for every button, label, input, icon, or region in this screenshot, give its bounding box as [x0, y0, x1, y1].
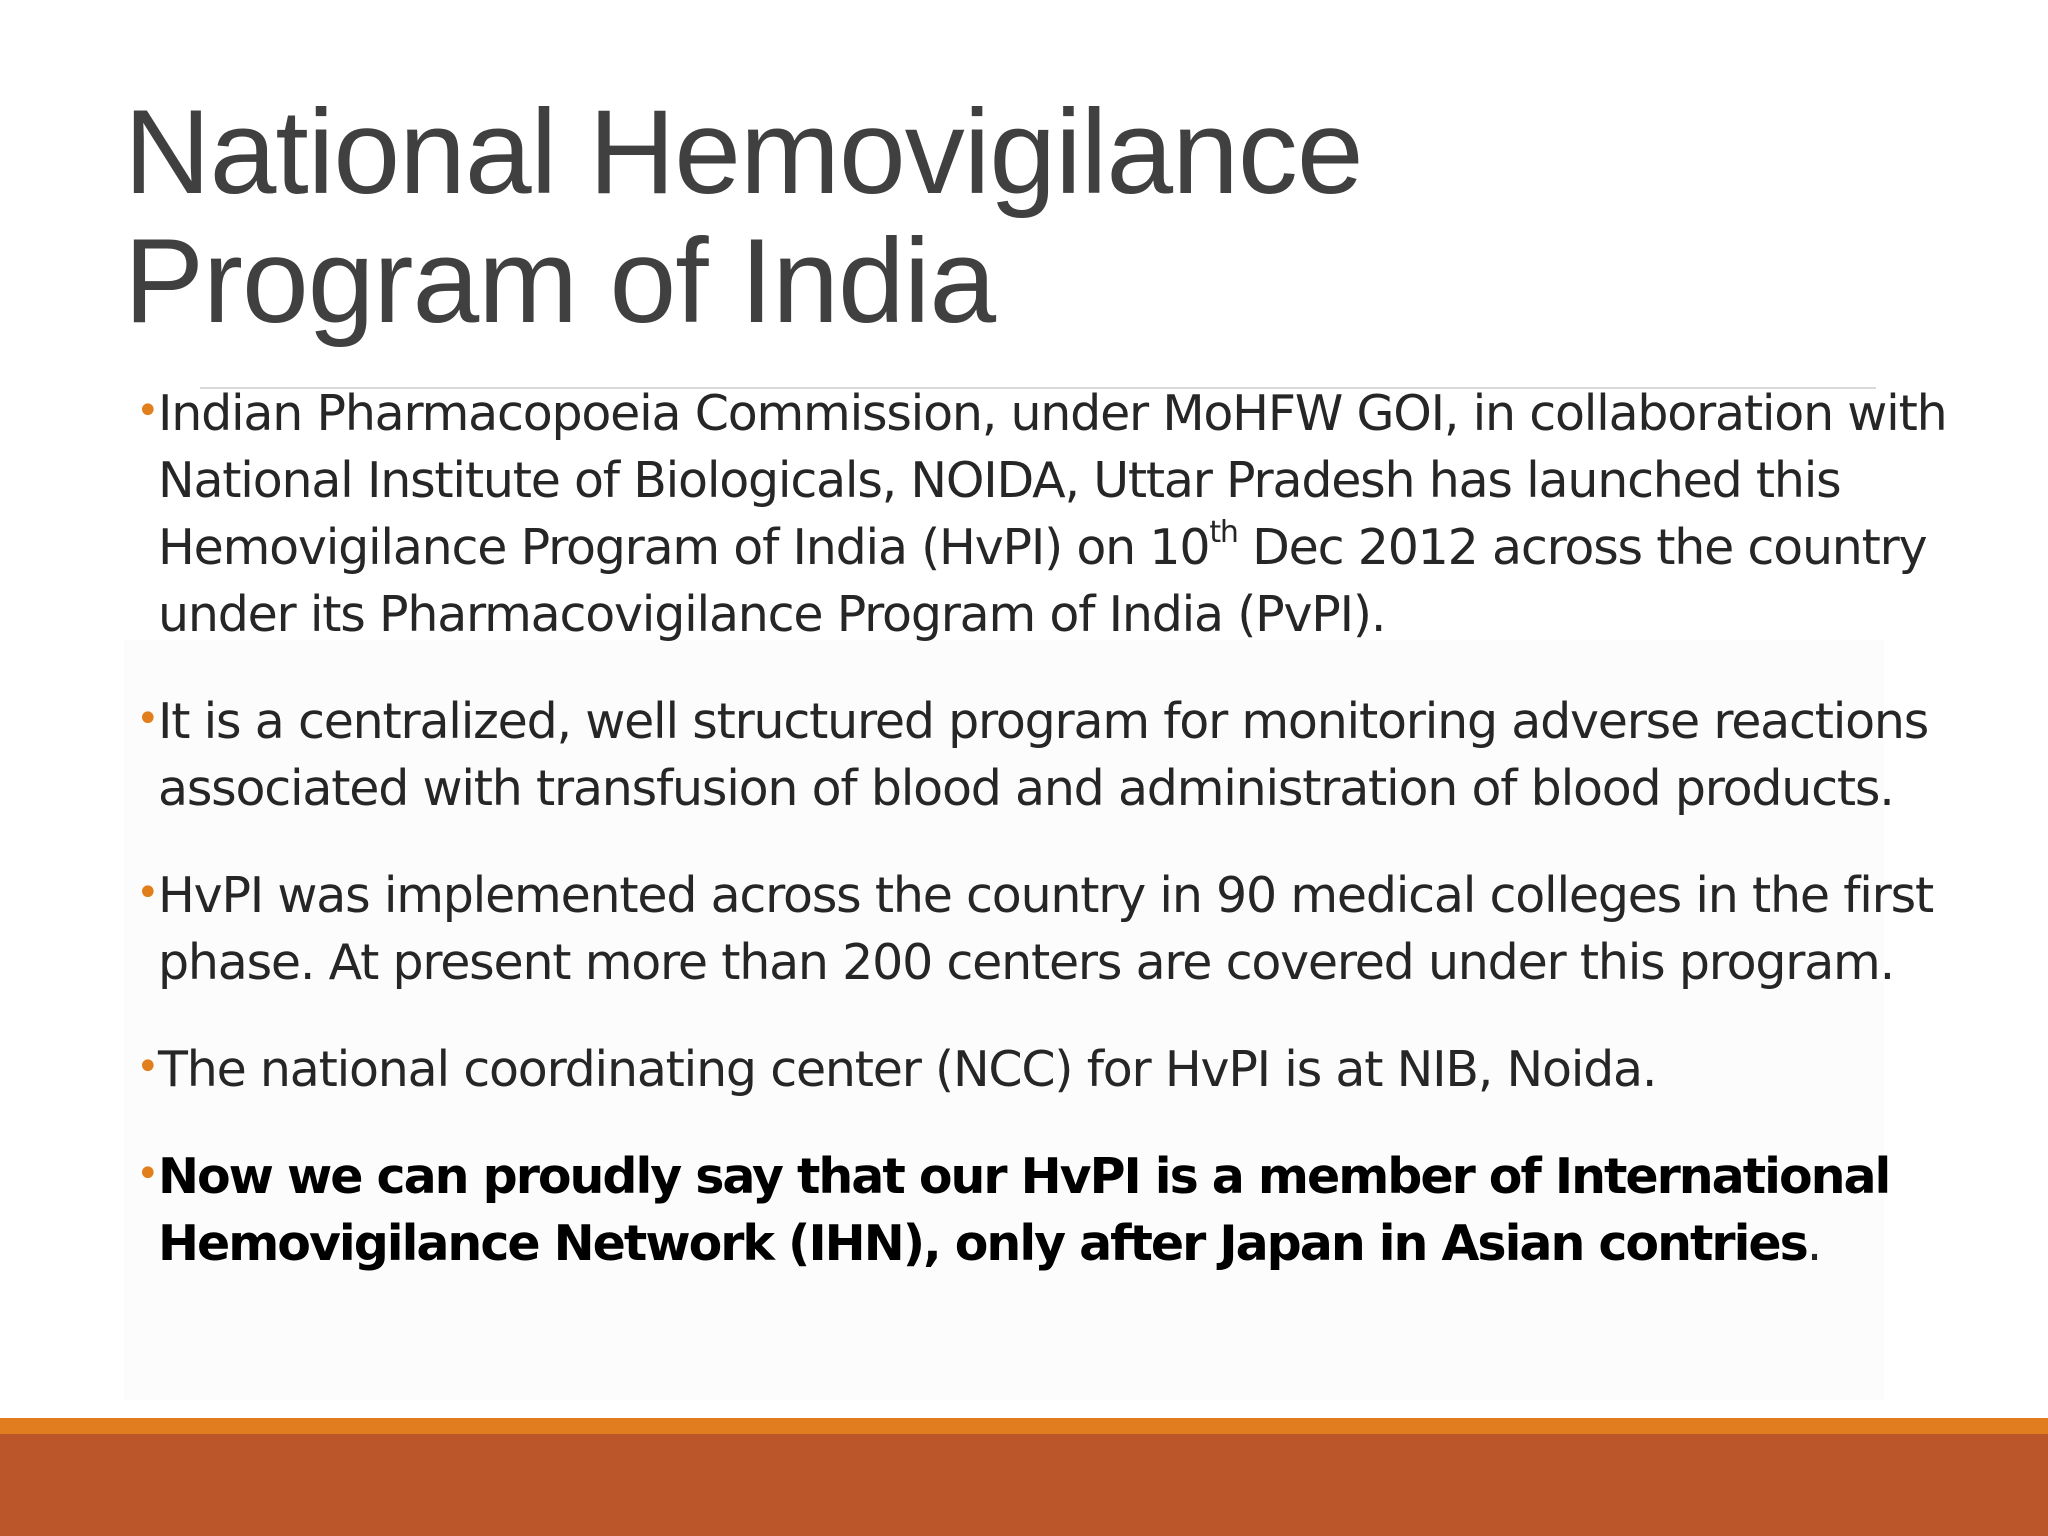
bullet-text: It is a centralized, well structured program for monitoring adverse reactions associated with transfusion of blood and administration of blood products. — [158, 693, 1929, 817]
bullet-text-tail: . — [1806, 1215, 1822, 1272]
bullet-marker: • — [136, 1044, 159, 1090]
bullet-text-part: Indian Pharmacopoeia Commission, under MoHFW GOI, in collaboration with National Institute of Biologicals, NOIDA, Uttar Pradesh has launched this Hemovigilance Program of India (HvPI) on 10 — [158, 385, 1947, 576]
slide-title — [124, 85, 1624, 348]
slide-title-line-1: National Hemovigilance — [124, 85, 1363, 219]
bullet-marker: • — [136, 1151, 159, 1197]
bullet-text-bold: Now we can proudly say that our HvPI is a member of International Hemovigilance Network (IHN), only after Japan in Asian contries — [158, 1148, 1890, 1272]
bullet-item-5 — [0, 1143, 2048, 1277]
bullet-list — [0, 380, 2048, 1317]
bullet-item-4 — [0, 1036, 2048, 1103]
bullet-text-part: Dec 2012 across the country under its Pharmacovigilance Program of India (PvPI). — [158, 519, 1927, 643]
bullet-marker: • — [136, 870, 159, 916]
bullet-item-1 — [0, 380, 2048, 648]
bullet-marker: • — [136, 696, 159, 742]
superscript: th — [1209, 515, 1238, 550]
bullet-text: HvPI was implemented across the country in 90 medical colleges in the first phase. At present more than 200 centers are covered under this program. — [158, 867, 1933, 991]
slide-title-line-2: Program of India — [124, 214, 996, 348]
bullet-text: The national coordinating center (NCC) for HvPI is at NIB, Noida. — [158, 1041, 1657, 1098]
bullet-marker: • — [136, 388, 159, 434]
bullet-text — [158, 385, 1946, 643]
footer-accent-stripe — [0, 1418, 2048, 1434]
bullet-item-2 — [0, 688, 2048, 822]
bullet-item-3 — [0, 862, 2048, 996]
footer-band — [0, 1434, 2048, 1536]
